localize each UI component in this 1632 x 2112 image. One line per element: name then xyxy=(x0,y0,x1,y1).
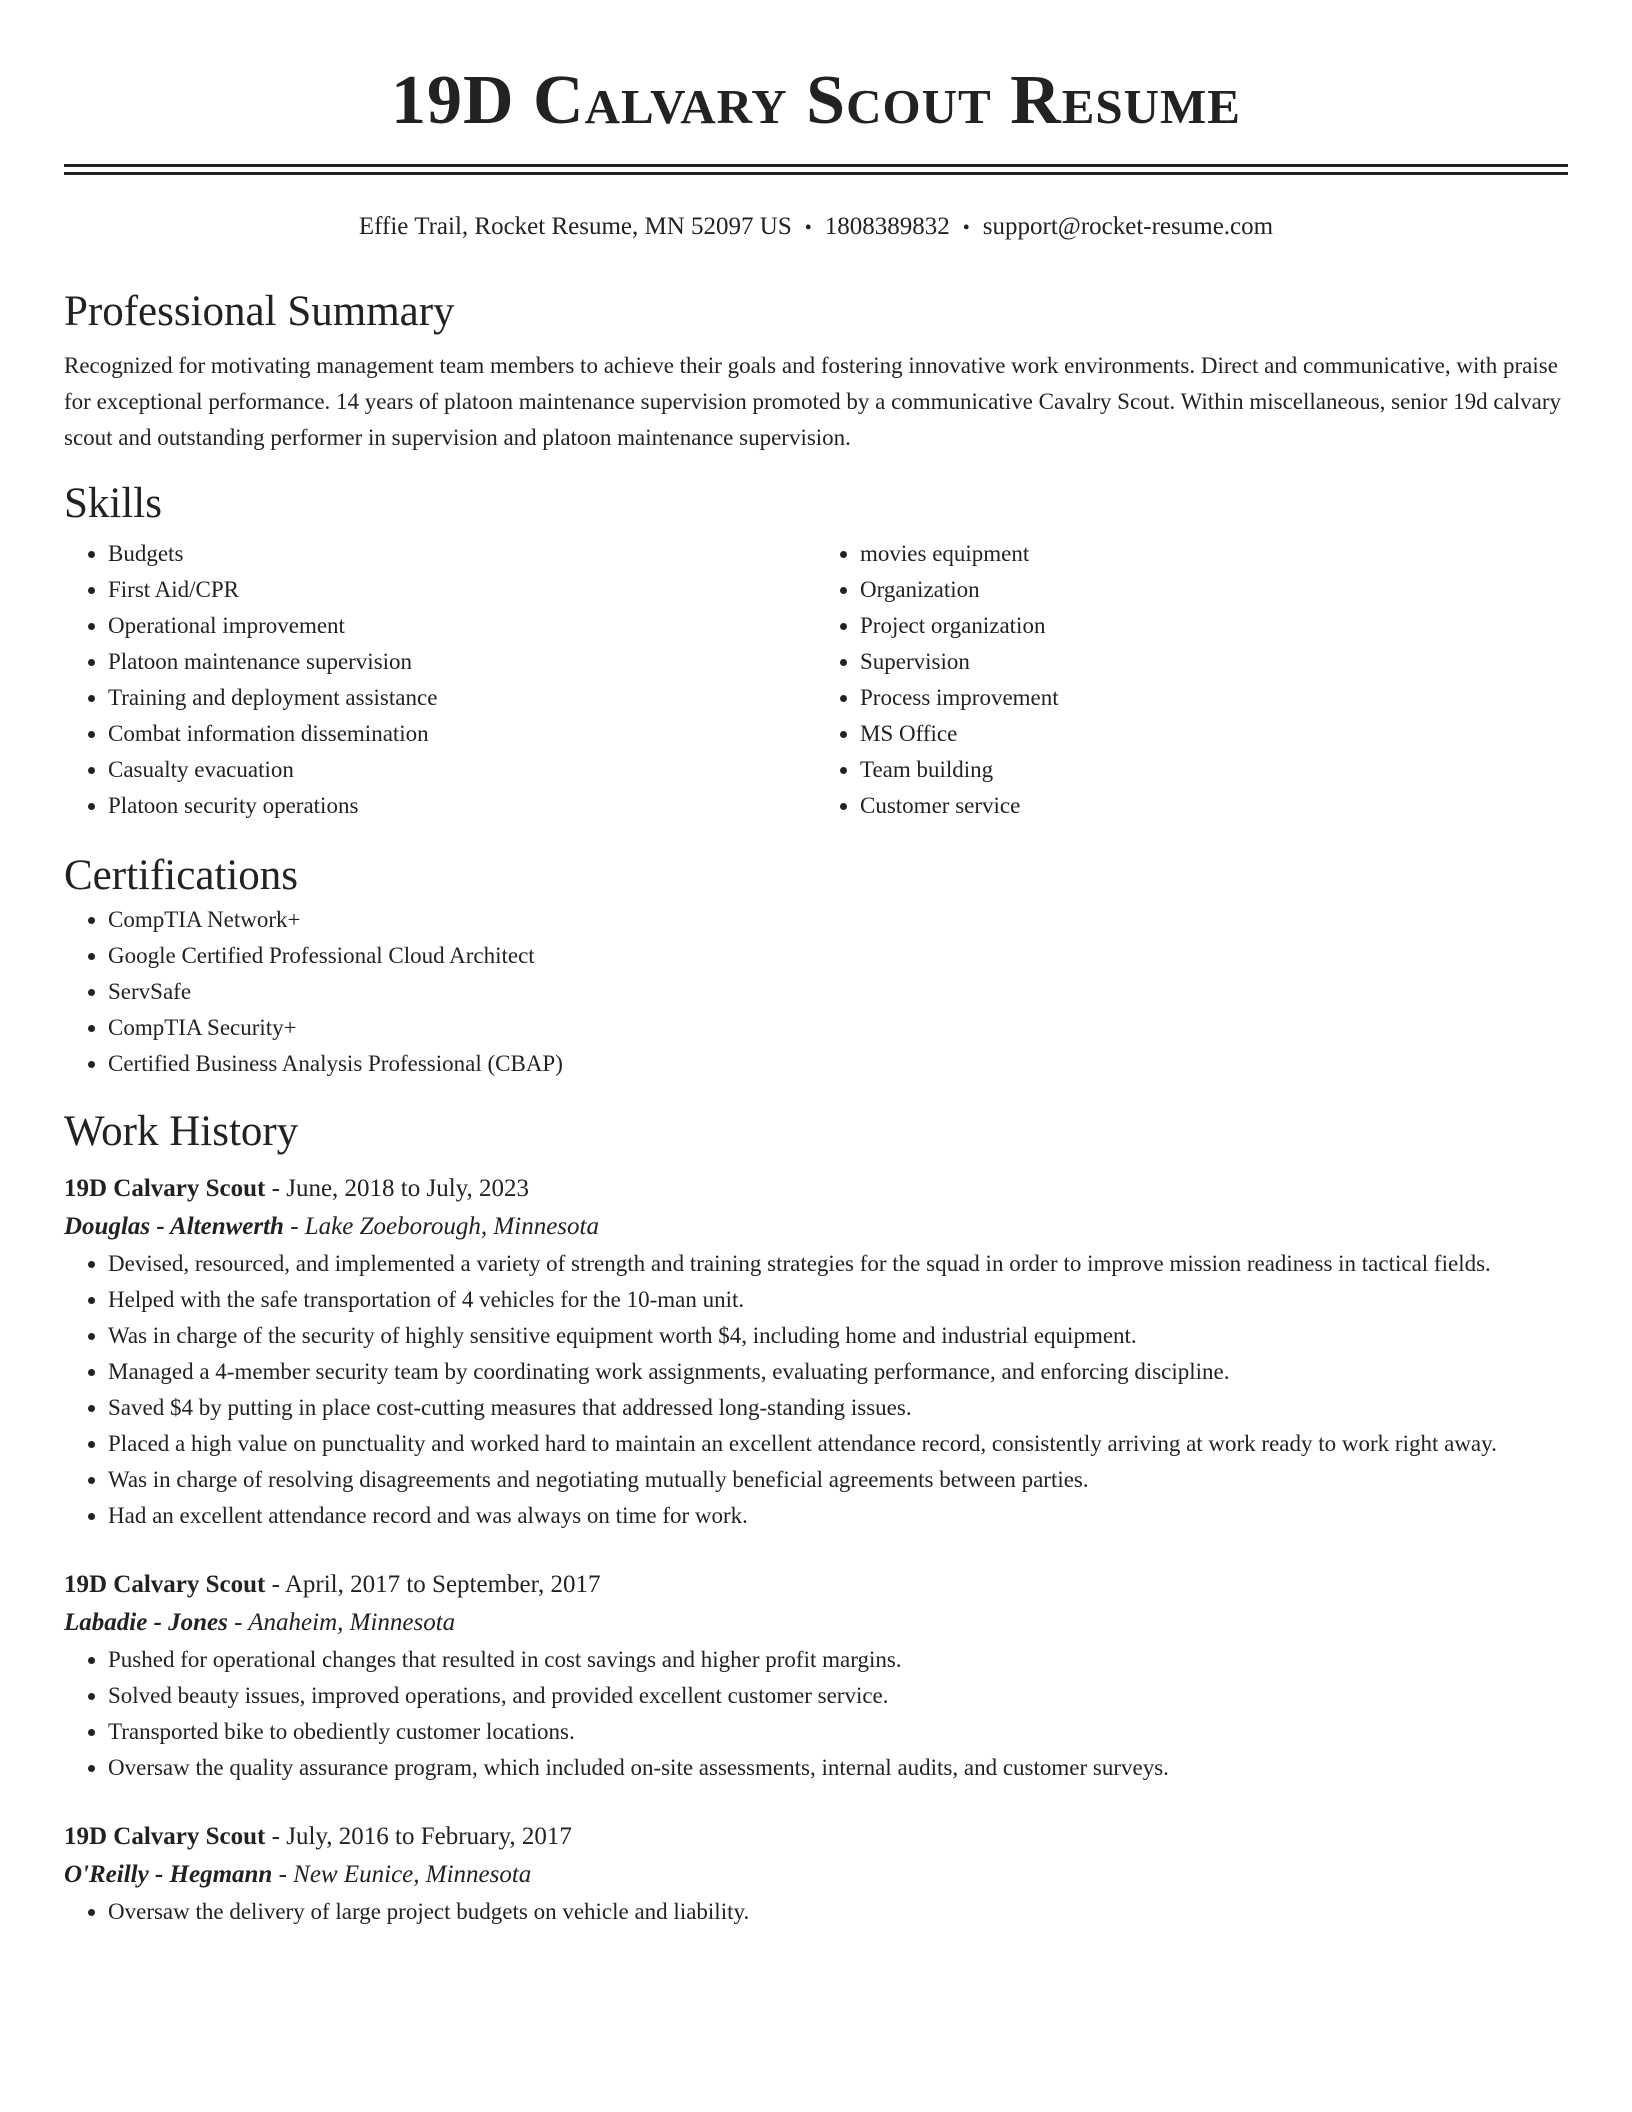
job-location: Lake Zoeborough, Minnesota xyxy=(304,1213,599,1240)
skill-item: • Casualty evacuation xyxy=(108,752,816,788)
skill-item: • Team building xyxy=(860,752,1568,788)
title-rule-lower xyxy=(64,172,1568,175)
skill-item: • Platoon maintenance supervision xyxy=(108,644,816,680)
section-heading-skills: Skills xyxy=(64,480,162,527)
job-duty-item: • Oversaw the delivery of large project budgets on vehicle and liability. xyxy=(108,1894,1568,1930)
certification-item: • Certified Business Analysis Professional (CBAP) xyxy=(108,1046,1568,1082)
certification-item: • Google Certified Professional Cloud Architect xyxy=(108,938,1568,974)
summary-paragraph: Recognized for motivating management team members to achieve their goals and fostering innovative work environments. Direct and communicative, with praise for exceptional performance. 14 years of platoon maintenance supervision promoted by a communicative Cavalry Scout. Within miscellaneous, senior 19d calvary scout and outstanding performer in supervision and platoon maintenance supervision. xyxy=(64,353,1562,450)
skill-item: • Customer service xyxy=(860,788,1568,824)
job-entry xyxy=(64,1170,1568,1534)
skill-item: • Training and deployment assistance xyxy=(108,680,816,716)
job-duty-item: • Placed a high value on punctuality and worked hard to maintain an excellent attendance record, consistently arriving at work ready to work right away. xyxy=(108,1426,1568,1462)
job-title-line: 19D Calvary Scout - April, 2017 to September, 2017 xyxy=(64,1571,601,1598)
skill-item: • Process improvement xyxy=(860,680,1568,716)
job-dates: June, 2018 to July, 2023 xyxy=(286,1175,530,1202)
job-entry xyxy=(64,1818,1568,1930)
skill-item: • Project organization xyxy=(860,608,1568,644)
job-title: 19D Calvary Scout xyxy=(64,1175,266,1202)
job-duty-item: • Helped with the safe transportation of 4 vehicles for the 10-man unit. xyxy=(108,1282,1568,1318)
skills-columns xyxy=(64,536,1568,824)
resume-page xyxy=(64,0,1568,1930)
job-duties-list xyxy=(64,1894,1568,1930)
job-duties-list xyxy=(64,1642,1568,1786)
professional-summary-section xyxy=(64,286,1568,456)
title-double-rule xyxy=(64,164,1568,175)
contact-email: support@rocket-resume.com xyxy=(982,213,1274,240)
job-duties-list xyxy=(64,1246,1568,1534)
job-company: O'Reilly - Hegmann xyxy=(64,1861,273,1888)
skill-item: • Budgets xyxy=(108,536,816,572)
work-history-section xyxy=(64,1106,1568,1930)
job-duty-item: • Was in charge of resolving disagreements and negotiating mutually beneficial agreements between parties. xyxy=(108,1462,1568,1498)
job-duty-item: • Oversaw the quality assurance program, which included on-site assessments, internal audits, and customer surveys. xyxy=(108,1750,1568,1786)
skill-item: • movies equipment xyxy=(860,536,1568,572)
skills-list-right xyxy=(816,536,1568,824)
contact-address: Effie Trail, Rocket Resume, MN 52097 US xyxy=(358,213,792,240)
contact-separator: • xyxy=(962,217,970,239)
certification-item: • ServSafe xyxy=(108,974,1568,1010)
job-duty-item: • Had an excellent attendance record and was always on time for work. xyxy=(108,1498,1568,1534)
skill-item: • Platoon security operations xyxy=(108,788,816,824)
job-duty-item: • Solved beauty issues, improved operations, and provided excellent customer service. xyxy=(108,1678,1568,1714)
job-title-line: 19D Calvary Scout - July, 2016 to February, 2017 xyxy=(64,1823,572,1850)
certification-item: • CompTIA Security+ xyxy=(108,1010,1568,1046)
job-title: 19D Calvary Scout xyxy=(64,1823,266,1850)
job-company-line: Douglas - Altenwerth - Lake Zoeborough, Minnesota xyxy=(64,1213,599,1240)
resume-title: 19D Calvary Scout Resume xyxy=(391,62,1241,139)
job-title: 19D Calvary Scout xyxy=(64,1571,266,1598)
job-duty-item: • Was in charge of the security of highly sensitive equipment worth $4, including home and industrial equipment. xyxy=(108,1318,1568,1354)
job-company-line: O'Reilly - Hegmann - New Eunice, Minnesota xyxy=(64,1861,532,1888)
job-dates: April, 2017 to September, 2017 xyxy=(284,1571,601,1598)
certification-item: • CompTIA Network+ xyxy=(108,902,1568,938)
job-company: Douglas - Altenwerth xyxy=(64,1213,284,1240)
job-duty-item: • Pushed for operational changes that resulted in cost savings and higher profit margins. xyxy=(108,1642,1568,1678)
job-duty-item: • Transported bike to obediently customer locations. xyxy=(108,1714,1568,1750)
certifications-section xyxy=(64,850,1568,1082)
job-location: Anaheim, Minnesota xyxy=(248,1609,456,1636)
job-duty-item: • Managed a 4-member security team by coordinating work assignments, evaluating performance, and enforcing discipline. xyxy=(108,1354,1568,1390)
section-heading-summary: Professional Summary xyxy=(64,288,455,335)
skill-item: • Operational improvement xyxy=(108,608,816,644)
contact-line xyxy=(64,211,1568,244)
job-company-line: Labadie - Jones - Anaheim, Minnesota xyxy=(64,1609,456,1636)
job-title-line: 19D Calvary Scout - June, 2018 to July, 2023 xyxy=(64,1175,530,1202)
job-duty-item: • Saved $4 by putting in place cost-cutting measures that addressed long-standing issues. xyxy=(108,1390,1568,1426)
section-heading-work-history: Work History xyxy=(64,1108,299,1155)
skill-item: • Supervision xyxy=(860,644,1568,680)
skill-item: • MS Office xyxy=(860,716,1568,752)
job-company: Labadie - Jones xyxy=(64,1609,228,1636)
contact-separator: • xyxy=(804,217,812,239)
contact-phone: 1808389832 xyxy=(824,213,950,240)
job-entry xyxy=(64,1566,1568,1786)
skills-section xyxy=(64,478,1568,824)
job-dates: July, 2016 to February, 2017 xyxy=(286,1823,572,1850)
skill-item: • Organization xyxy=(860,572,1568,608)
job-duty-item: • Devised, resourced, and implemented a variety of strength and training strategies for the squad in order to improve mission readiness in tactical fields. xyxy=(108,1246,1568,1282)
skill-item: • Combat information dissemination xyxy=(108,716,816,752)
certifications-list xyxy=(64,902,1568,1082)
section-heading-certifications: Certifications xyxy=(64,852,299,899)
job-location: New Eunice, Minnesota xyxy=(293,1861,532,1888)
skills-list-left xyxy=(64,536,816,824)
job-list xyxy=(64,1170,1568,1930)
skill-item: • First Aid/CPR xyxy=(108,572,816,608)
